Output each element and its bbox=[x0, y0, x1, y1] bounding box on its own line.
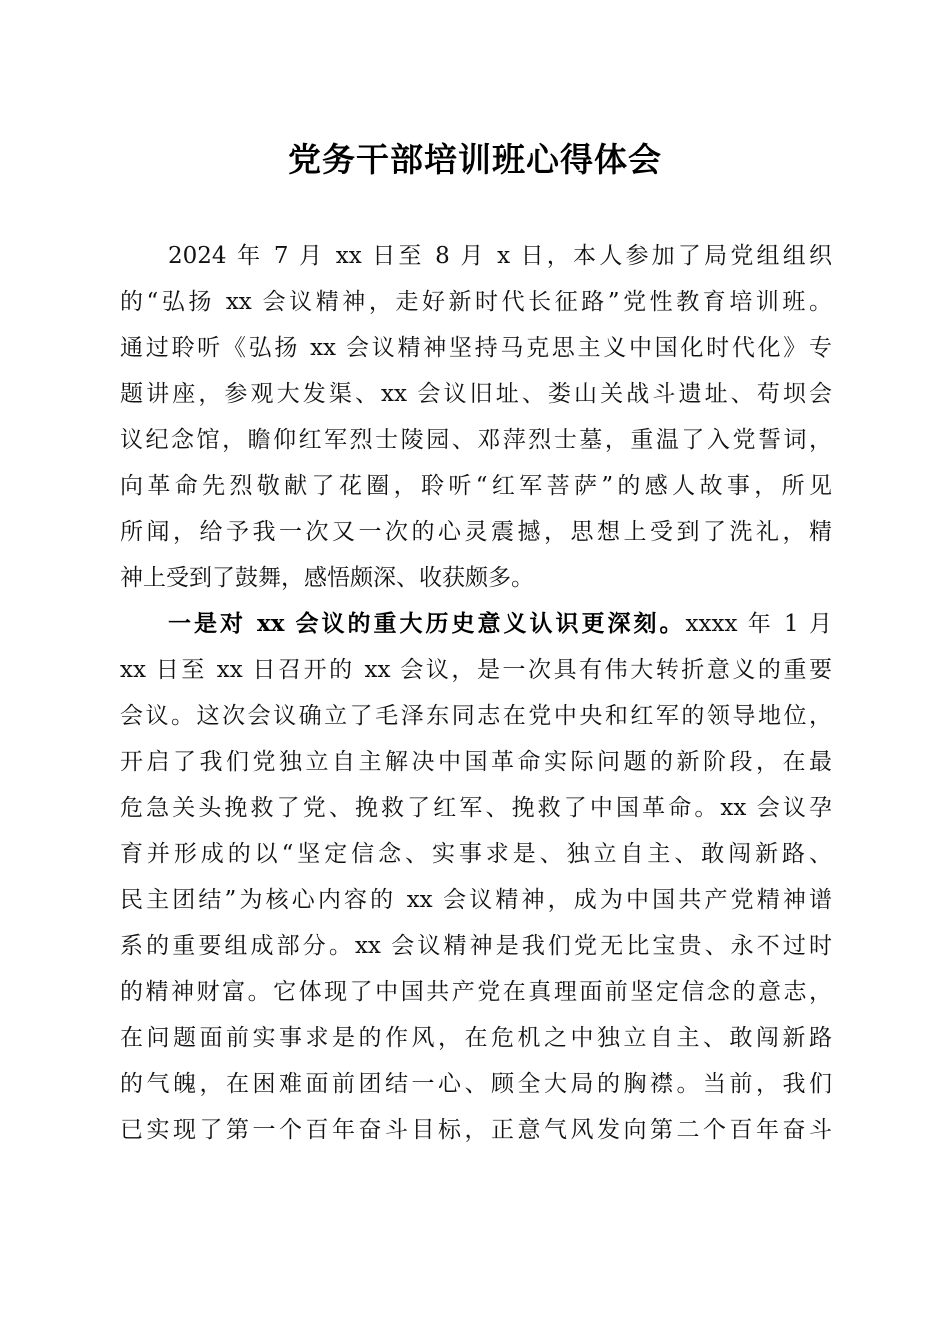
paragraph-2-line-10: 在问题面前实事求是的作风，在危机之中独立自主、敢闯新路 bbox=[120, 1025, 832, 1051]
paragraph-2-line-7: 民主团结”为核心内容的 xx 会议精神，成为中国共产党精神谱 bbox=[120, 887, 832, 913]
paragraph-2-line-9: 的精神财富。它体现了中国共产党在真理面前坚定信念的意志， bbox=[120, 979, 832, 1005]
paragraph-1-line-1: 2024 年 7 月 xx 日至 8 月 x 日，本人参加了局党组组织 bbox=[168, 243, 832, 269]
paragraph-2-line-2: xx 日至 xx 日召开的 xx 会议，是一次具有伟大转折意义的重要 bbox=[120, 657, 832, 683]
paragraph-1-line-2: 的“弘扬 xx 会议精神，走好新时代长征路”党性教育培训班。 bbox=[120, 289, 832, 315]
paragraph-1-line-3: 通过聆听《弘扬 xx 会议精神坚持马克思主义中国化时代化》专 bbox=[120, 335, 832, 361]
paragraph-2-line-8: 系的重要组成部分。xx 会议精神是我们党无比宝贵、永不过时 bbox=[120, 933, 832, 959]
paragraph-2-line-12: 已实现了第一个百年奋斗目标，正意气风发向第二个百年奋斗 bbox=[120, 1117, 832, 1143]
paragraph-1-line-8: 神上受到了鼓舞，感悟颇深、收获颇多。 bbox=[120, 565, 534, 591]
paragraph-2-line-5: 危急关头挽救了党、挽救了红军、挽救了中国革命。xx 会议孕 bbox=[120, 795, 832, 821]
paragraph-1-line-4: 题讲座，参观大发渠、xx 会议旧址、娄山关战斗遗址、苟坝会 bbox=[120, 381, 832, 407]
document-body bbox=[120, 233, 832, 1153]
paragraph-2-lead: 一是对 xx 会议的重大历史意义认识更深刻。 bbox=[168, 610, 686, 637]
paragraph-2-line-11: 的气魄，在困难面前团结一心、顾全大局的胸襟。当前，我们 bbox=[120, 1071, 832, 1097]
paragraph-2-line-4: 开启了我们党独立自主解决中国革命实际问题的新阶段，在最 bbox=[120, 749, 832, 775]
paragraph-2-line-6: 育并形成的以“坚定信念、实事求是、独立自主、敢闯新路、 bbox=[120, 841, 832, 867]
paragraph-2-line-1-rest: xxxx 年 1 月 bbox=[685, 611, 832, 637]
paragraph-1-line-5: 议纪念馆，瞻仰红军烈士陵园、邓萍烈士墓，重温了入党誓词， bbox=[120, 427, 832, 453]
paragraph-1-line-7: 所闻，给予我一次又一次的心灵震撼，思想上受到了洗礼，精 bbox=[120, 519, 832, 545]
paragraph-2-line-3: 会议。这次会议确立了毛泽东同志在党中央和红军的领导地位， bbox=[120, 703, 832, 729]
paragraph-2-line-1 bbox=[120, 601, 832, 647]
paragraph-1-line-6: 向革命先烈敬献了花圈，聆听“红军菩萨”的感人故事，所见 bbox=[120, 473, 832, 499]
document-title: 党务干部培训班心得体会 bbox=[288, 140, 662, 179]
